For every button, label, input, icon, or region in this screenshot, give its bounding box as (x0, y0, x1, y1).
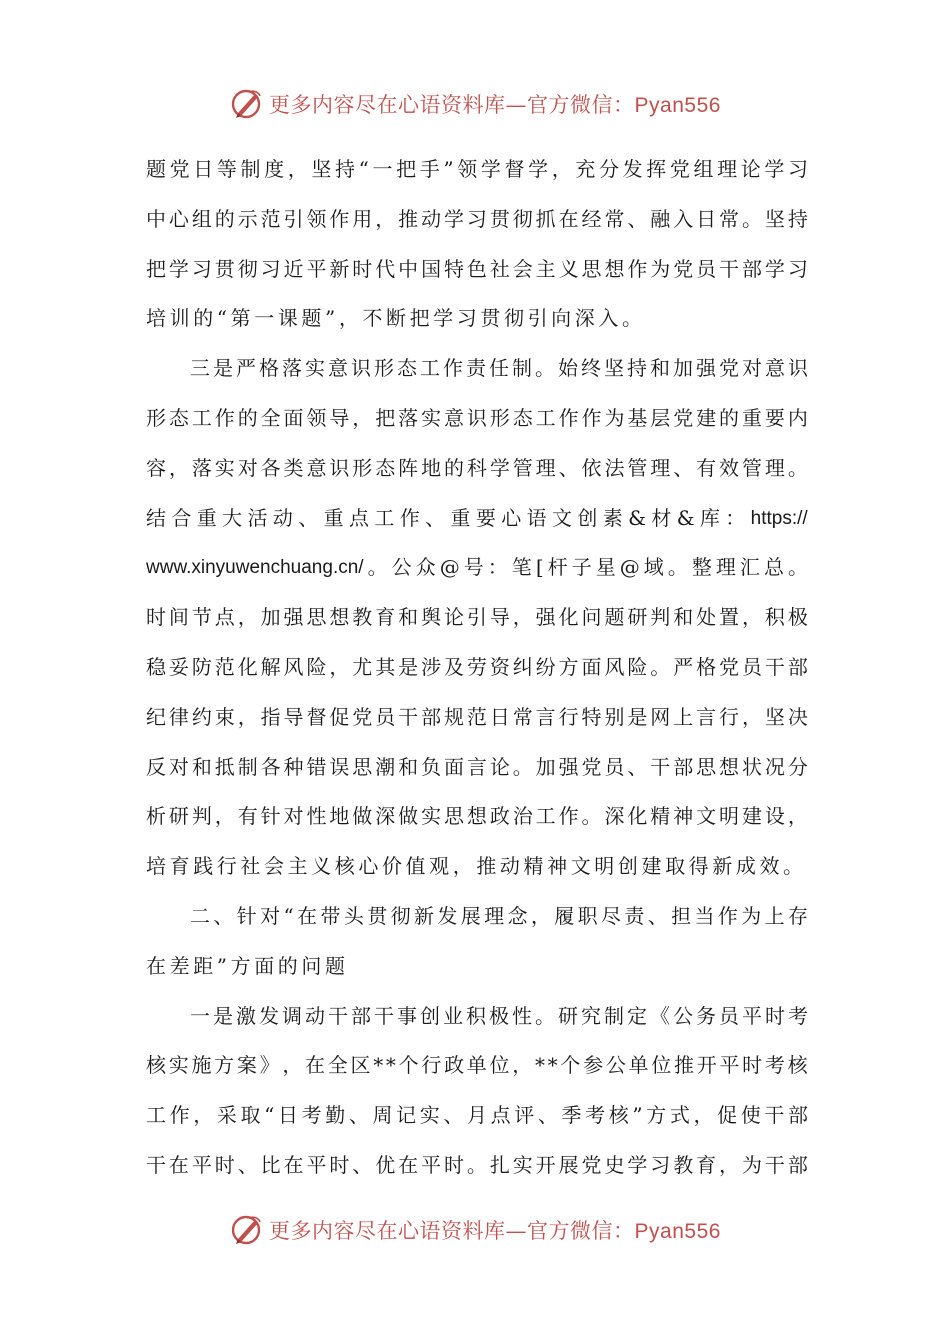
text-line: 培 训 的 “ 第 一 课 题 ” ， 不 断 把 学 习 贯 彻 引 向 深 入 。 (146, 306, 642, 331)
footer-watermark-banner (0, 1210, 950, 1250)
text-line: 培 育 践 行 社 会 主 义 核 心 价 值 观 ， 推 动 精 神 文 明 创 建 取 得 新 成 效 。 (146, 854, 804, 879)
banner-text: 更多内容尽在心语资料库—官方微信：Pyan556 (269, 93, 721, 117)
text-line: 在 差 距 ” 方 面 的 问 题 (146, 953, 345, 978)
text-line: 核 实 施 方 案 》 ， 在 全 区 * * 个 行 政 单 位 ， * * 个 参 公 单 位 推 开 平 时 考 核 (146, 1053, 808, 1078)
text-line: 题 党 日 等 制 度 ， 坚 持 “ 一 把 手 ” 领 学 督 学 ， 充 分 发 挥 党 组 理 论 学 习 (146, 157, 808, 181)
header-watermark-banner (0, 84, 950, 124)
text-line: 稳 妥 防 范 化 解 风 险 ， 尤 其 是 涉 及 劳 资 纠 纷 方 面 风 险 。 严 格 党 员 干 部 (146, 654, 808, 679)
text-line: www.xinyuwenchuang.cn/ 。 公 众 @ 号 ： 笔 [ 杆 子 星 @ 域 。 整 理 汇 总 。 (146, 555, 808, 580)
banner-text: 更多内容尽在心语资料库—官方微信：Pyan556 (269, 1219, 721, 1243)
text-line: 时 间 节 点 ， 加 强 思 想 教 育 和 舆 论 引 导 ， 强 化 问 题 研 判 和 处 置 ， 积 极 (146, 605, 808, 630)
text-line: 中 心 组 的 示 范 引 领 作 用 ， 推 动 学 习 贯 彻 抓 在 经 常 、 融 入 日 常 。 坚 持 (146, 206, 808, 231)
text-line: 三 是 严 格 落 实 意 识 形 态 工 作 责 任 制 。 始 终 坚 持 和 加 强 党 对 意 识 (190, 356, 808, 381)
text-line: 容 ， 落 实 对 各 类 意 识 形 态 阵 地 的 科 学 管 理 、 依 法 管 理 、 有 效 管 理 。 (146, 455, 808, 480)
text-line: 一 是 激 发 调 动 干 部 干 事 创 业 积 极 性 。 研 究 制 定 《 公 务 员 平 时 考 (190, 1003, 808, 1028)
text-line: 二 、 针 对 “ 在 带 头 贯 彻 新 发 展 理 念 ， 履 职 尽 责 、 担 当 作 为 上 存 (190, 903, 808, 928)
text-line: 析 研 判 ， 有 针 对 性 地 做 深 做 实 思 想 政 治 工 作 。 深 化 精 神 文 明 建 设 ， (146, 804, 808, 829)
pen-logo-icon (229, 1212, 265, 1248)
text-line: 干 在 平 时 、 比 在 平 时 、 优 在 平 时 。 扎 实 开 展 党 史 学 习 教 育 ， 为 干 部 (146, 1152, 808, 1177)
pen-logo-icon (229, 86, 265, 122)
text-line: 把 学 习 贯 彻 习 近 平 新 时 代 中 国 特 色 社 会 主 义 思 想 作 为 党 员 干 部 学 习 (146, 256, 808, 281)
document-body (146, 145, 808, 1191)
text-line: 纪 律 约 束 ， 指 导 督 促 党 员 干 部 规 范 日 常 言 行 特 别 是 网 上 言 行 ， 坚 决 (146, 704, 808, 729)
text-line: 形 态 工 作 的 全 面 领 导 ， 把 落 实 意 识 形 态 工 作 作 为 基 层 党 建 的 重 要 内 (146, 405, 808, 430)
text-line: 反 对 和 抵 制 各 种 错 误 思 潮 和 负 面 言 论 。 加 强 党 员 、 干 部 思 想 状 况 分 (146, 754, 808, 779)
text-line: 结 合 重 大 活 动 、 重 点 工 作 、 重 要 心 语 文 创 素 & 材 & 库 ： https:// (146, 505, 808, 530)
text-line: 工 作 ， 采 取 “ 日 考 勤 、 周 记 实 、 月 点 评 、 季 考 核 ” 方 式 ， 促 使 干 部 (146, 1103, 808, 1128)
